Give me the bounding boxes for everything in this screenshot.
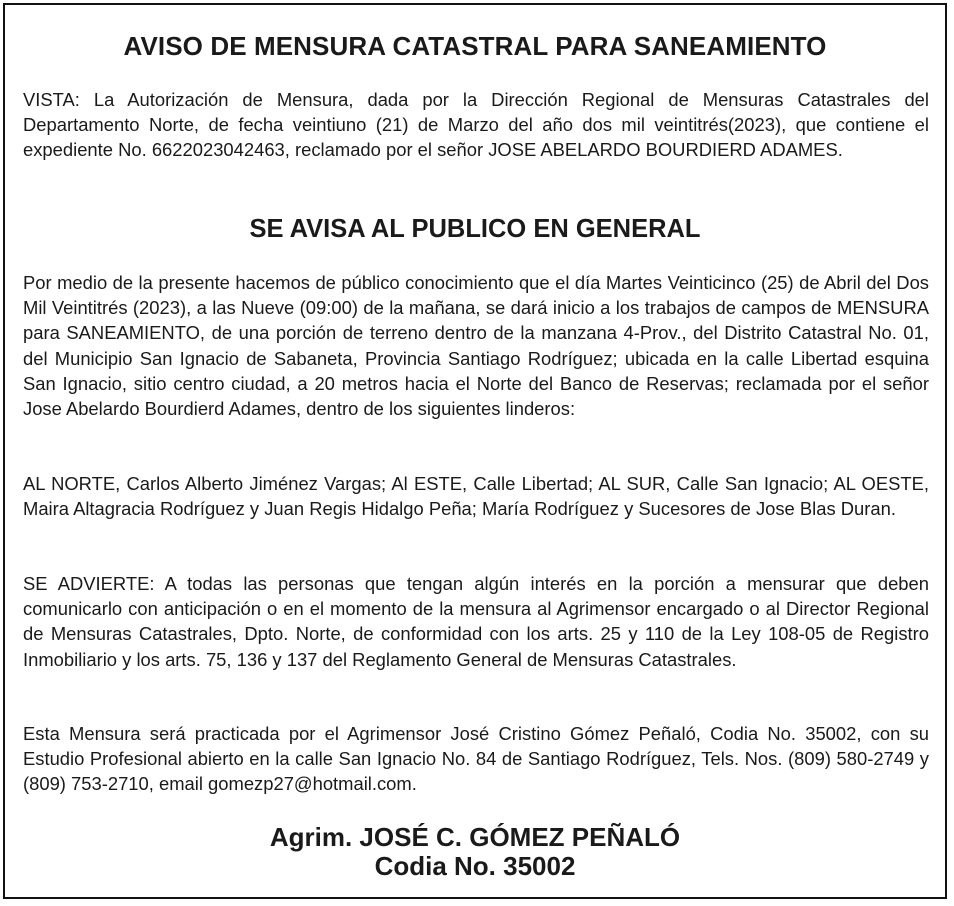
notice-box (3, 3, 947, 899)
signature-name: Agrim. JOSÉ C. GÓMEZ PEÑALÓ (269, 822, 681, 852)
notice-subtitle: SE AVISA AL PUBLICO EN GENERAL (249, 215, 701, 243)
notice-title: AVISO DE MENSURA CATASTRAL PARA SANEAMIENTO (123, 31, 827, 61)
signature-codia: Codia No. 35002 (374, 851, 576, 881)
advierte-paragraph: SE ADVIERTE: A todas las personas que tengan algún interés en la porción a mensurar que deben comunicarlo con anticipación o en el momento de la mensura al Agrimensor encargado o al Director Regional de Mensuras Catastrales, Dpto. Norte, de conformidad con los arts. 25 y 110 de la Ley 108-05 de Registro Inmobiliario y los arts. 75, 136 y 137 del Reglamento General de Mensuras Catastrales. (23, 573, 929, 670)
main-paragraph: Por medio de la presente hacemos de público conocimiento que el día Martes Veinticinco (25) de Abril del Dos Mil Veintitrés (2023), a las Nueve (09:00) de la mañana, se dará inicio a los trabajos de campos de MENSURA para SANEAMIENTO, de una porción de terreno dentro de la manzana 4-Prov., del Distrito Catastral No. 01, del Municipio San Ignacio de Sabaneta, Provincia Santiago Rodríguez; ubicada en la calle Libertad esquina San Ignacio, sitio centro ciudad, a 20 metros hacia el Norte del Banco de Reservas; reclamada por el señor Jose Abelardo Bourdierd Adames, dentro de los siguientes linderos: (23, 272, 929, 420)
vista-paragraph: VISTA: La Autorización de Mensura, dada por la Dirección Regional de Mensuras Catastrales del Departamento Norte, de fecha veintiuno (21) de Marzo del año dos mil veintitrés(2023), que contiene el expediente No. 6622023042463, reclamado por el señor JOSE ABELARDO BOURDIERD ADAMES. (23, 89, 929, 161)
mensura-info-paragraph: Esta Mensura será practicada por el Agrimensor José Cristino Gómez Peñaló, Codia No. 35002, con su Estudio Profesional abierto en la calle San Ignacio No. 84 de Santiago Rodríguez, Tels. Nos. (809) 580-2749 y (809) 753-2710, email gomezp27@hotmail.com. (23, 723, 929, 795)
signature-block (5, 823, 945, 881)
linderos-paragraph: AL NORTE, Carlos Alberto Jiménez Vargas; Al ESTE, Calle Libertad; AL SUR, Calle San Ignacio; AL OESTE, Maira Altagracia Rodríguez y Juan Regis Hidalgo Peña; María Rodríguez y Sucesores de Jose Blas Duran. (23, 473, 929, 520)
